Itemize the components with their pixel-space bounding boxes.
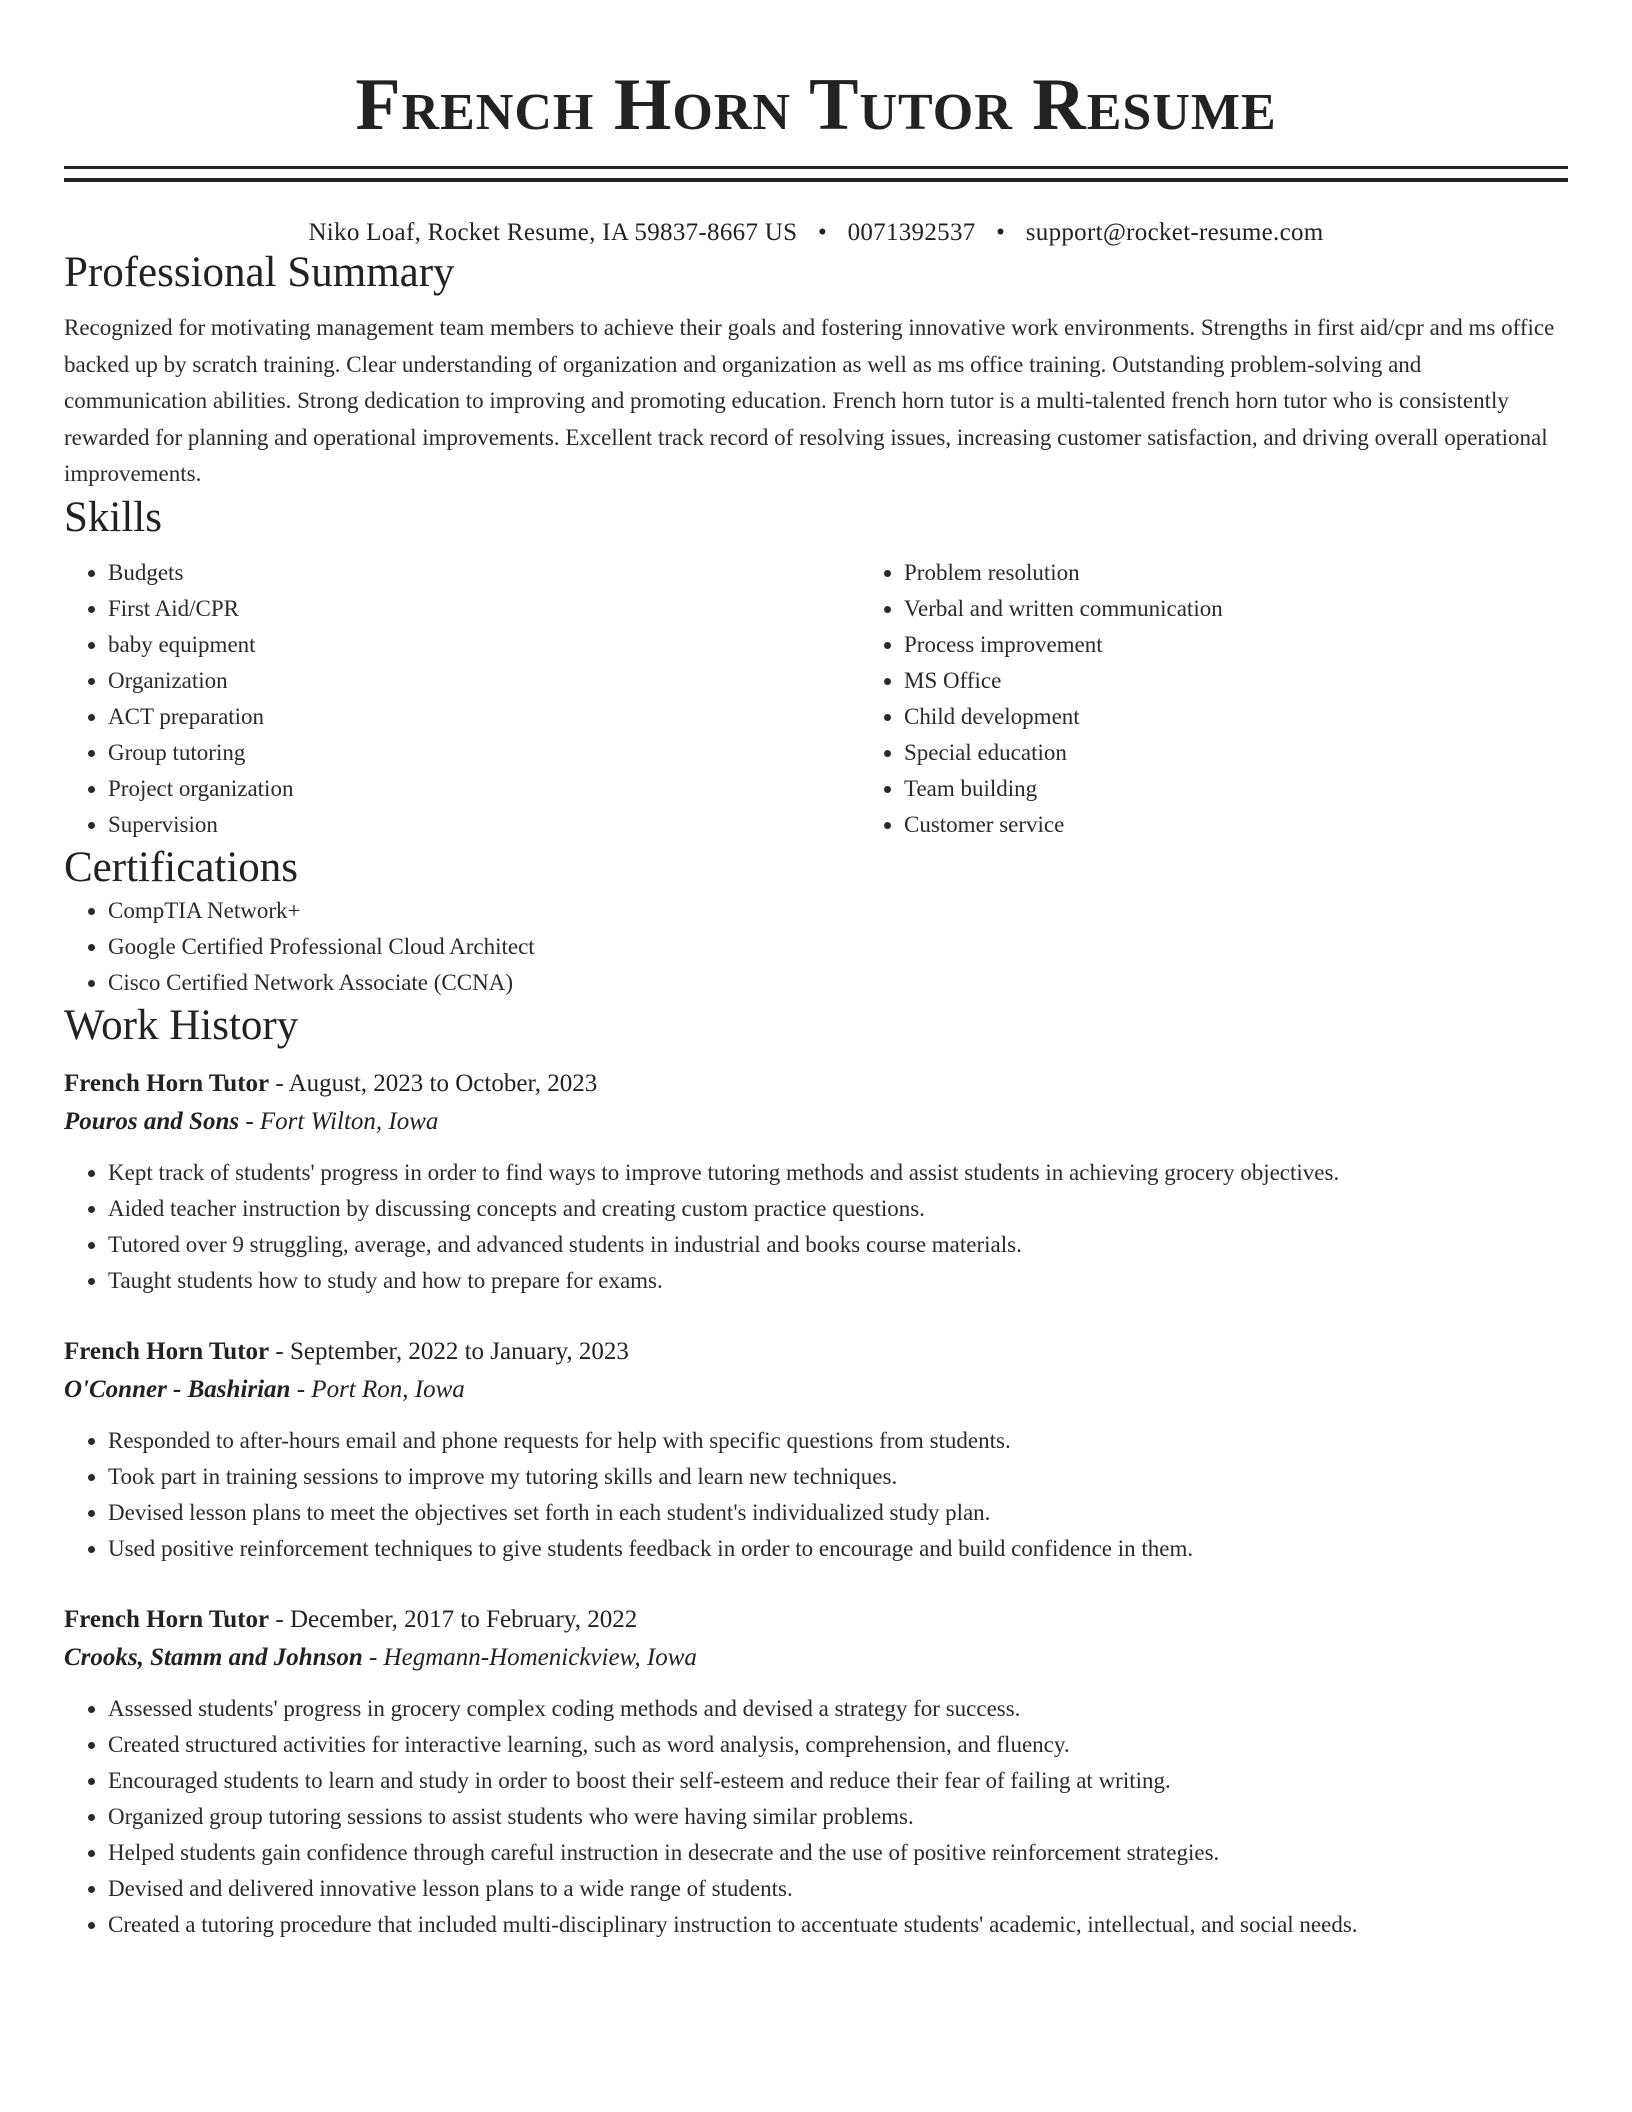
job-title-line <box>64 1601 1568 1639</box>
duty-item: • Encouraged students to learn and study in order to boost their self-esteem and reduce their fear of failing at writing. <box>108 1763 1568 1799</box>
job-dates: December, 2017 to February, 2022 <box>289 1605 638 1633</box>
skills-section <box>64 493 1568 843</box>
dash-separator: - <box>275 1605 290 1633</box>
skill-item: • Project organization <box>108 771 860 807</box>
employer-name: O'Conner - Bashirian <box>64 1375 291 1403</box>
skill-item: • Child development <box>904 699 1632 735</box>
duty-item: • Aided teacher instruction by discussing concepts and creating custom practice questions. <box>108 1191 1568 1227</box>
skills-list-left <box>64 555 860 843</box>
job-dates: September, 2022 to January, 2023 <box>289 1337 629 1365</box>
resume-title: French Horn Tutor Resume <box>355 64 1277 146</box>
certifications-section <box>64 843 1568 1001</box>
contact-email: support@rocket-resume.com <box>1025 219 1324 246</box>
job-entry <box>64 1065 1568 1299</box>
duty-item: • Used positive reinforcement techniques to give students feedback in order to encourage and build confidence in them. <box>108 1531 1568 1567</box>
skill-item: • Supervision <box>108 807 860 843</box>
dash-separator: - <box>368 1643 384 1671</box>
job-title: French Horn Tutor <box>64 1605 270 1633</box>
certification-item: • CompTIA Network+ <box>108 893 1568 929</box>
job-duties-list <box>64 1691 1568 1943</box>
duty-item: • Responded to after-hours email and phone requests for help with specific questions from students. <box>108 1423 1568 1459</box>
job-title-line <box>64 1065 1568 1103</box>
skill-item: • First Aid/CPR <box>108 591 860 627</box>
bullet-separator: • <box>996 219 1006 246</box>
work-history-section <box>64 1001 1568 1943</box>
dash-separator: - <box>275 1069 289 1097</box>
employer-line <box>64 1371 1568 1409</box>
duty-item: • Taught students how to study and how to prepare for exams. <box>108 1263 1568 1299</box>
section-heading-skills: Skills <box>64 493 162 541</box>
skill-item: • Budgets <box>108 555 860 591</box>
employer-line <box>64 1103 1568 1141</box>
job-title: French Horn Tutor <box>64 1069 270 1097</box>
section-heading-summary: Professional Summary <box>64 249 455 296</box>
contact-phone: 0071392537 <box>847 219 976 246</box>
skill-item: • Customer service <box>904 807 1632 843</box>
contact-address: Niko Loaf, Rocket Resume, IA 59837-8667 US <box>308 219 798 246</box>
skill-item: • Problem resolution <box>904 555 1632 591</box>
certification-item: • Google Certified Professional Cloud Architect <box>108 929 1568 965</box>
employer-location: Port Ron, Iowa <box>311 1375 465 1403</box>
duty-item: • Created a tutoring procedure that included multi-disciplinary instruction to accentuate students' academic, intellectual, and social needs. <box>108 1907 1568 1943</box>
employer-name: Crooks, Stamm and Johnson <box>64 1643 363 1671</box>
job-title-line <box>64 1333 1568 1371</box>
certifications-list <box>64 893 1568 1001</box>
duty-item: • Tutored over 9 struggling, average, and advanced students in industrial and books course materials. <box>108 1227 1568 1263</box>
duty-item: • Devised lesson plans to meet the objectives set forth in each student's individualized study plan. <box>108 1495 1568 1531</box>
duty-item: • Organized group tutoring sessions to assist students who were having similar problems. <box>108 1799 1568 1835</box>
skill-item: • Verbal and written communication <box>904 591 1632 627</box>
skills-list-right <box>860 555 1632 843</box>
job-entry <box>64 1601 1568 1943</box>
skill-item: • baby equipment <box>108 627 860 663</box>
duty-item: • Helped students gain confidence through careful instruction in desecrate and the use of positive reinforcement strategies. <box>108 1835 1568 1871</box>
title-divider <box>64 166 1568 182</box>
skills-columns <box>64 555 1568 843</box>
dash-separator: - <box>245 1107 260 1135</box>
job-duties-list <box>64 1155 1568 1299</box>
job-title: French Horn Tutor <box>64 1337 270 1365</box>
section-heading-work-history: Work History <box>64 1001 299 1049</box>
skill-item: • Team building <box>904 771 1632 807</box>
skill-item: • Organization <box>108 663 860 699</box>
certification-item: • Cisco Certified Network Associate (CCNA) <box>108 965 1568 1001</box>
job-duties-list <box>64 1423 1568 1567</box>
duty-item: • Assessed students' progress in grocery complex coding methods and devised a strategy for success. <box>108 1691 1568 1727</box>
duty-item: • Devised and delivered innovative lesson plans to a wide range of students. <box>108 1871 1568 1907</box>
job-dates: August, 2023 to October, 2023 <box>288 1069 598 1097</box>
dash-separator: - <box>275 1337 290 1365</box>
contact-line <box>64 218 1568 248</box>
summary-section <box>64 248 1568 493</box>
skill-item: • Group tutoring <box>108 735 860 771</box>
section-heading-certifications: Certifications <box>64 843 299 891</box>
employer-location: Hegmann-Homenickview, Iowa <box>383 1643 697 1671</box>
skill-item: • ACT preparation <box>108 699 860 735</box>
dash-separator: - <box>296 1375 312 1403</box>
employer-line <box>64 1639 1568 1677</box>
bullet-separator: • <box>817 219 827 246</box>
summary-text: Recognized for motivating management team members to achieve their goals and fostering innovative work environments. Strengths in first aid/cpr and ms office backed up by scratch training. Clear understanding of organization and organization as well as ms office training. Outstanding problem-solving and communication abilities. Strong dedication to improving and promoting education. French horn tutor is a multi-talented french horn tutor who is consistently rewarded for planning and operational improvements. Excellent track record of resolving issues, increasing customer satisfaction, and driving overall operational improvements. <box>64 315 1555 486</box>
duty-item: • Took part in training sessions to improve my tutoring skills and learn new techniques. <box>108 1459 1568 1495</box>
employer-location: Fort Wilton, Iowa <box>259 1107 439 1135</box>
employer-name: Pouros and Sons <box>64 1107 240 1135</box>
skill-item: • Process improvement <box>904 627 1632 663</box>
skill-item: • Special education <box>904 735 1632 771</box>
duty-item: • Created structured activities for interactive learning, such as word analysis, comprehension, and fluency. <box>108 1727 1568 1763</box>
skill-item: • MS Office <box>904 663 1632 699</box>
duty-item: • Kept track of students' progress in order to find ways to improve tutoring methods and assist students in achieving grocery objectives. <box>108 1155 1568 1191</box>
job-entry <box>64 1333 1568 1567</box>
